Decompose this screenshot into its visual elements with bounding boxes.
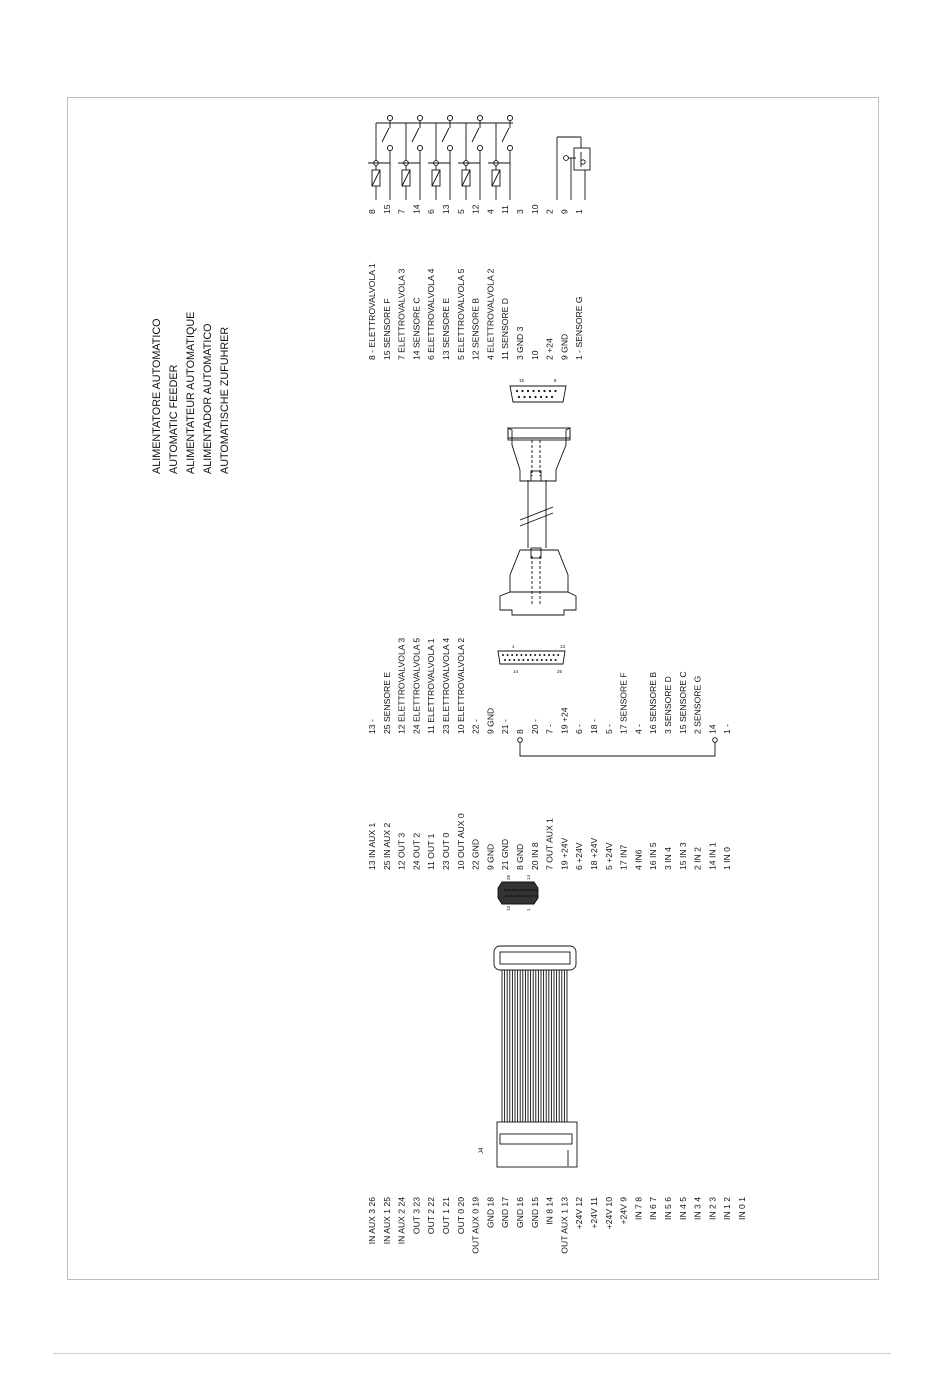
valve-sensor-schematic xyxy=(368,115,590,200)
pin-dot xyxy=(548,654,550,656)
db15-pin-label: 14 SENSORE C xyxy=(411,297,422,360)
db15-pin-label: 9 GND xyxy=(559,333,570,360)
switch-blade xyxy=(412,128,419,142)
board-pin-label: IN 8 14 xyxy=(544,1197,555,1225)
terminal-number: 6 xyxy=(426,209,437,214)
corner-label: 14 xyxy=(526,874,531,880)
db26-pin-label: 2 IN 2 xyxy=(692,847,703,870)
db25-pin-label: 4 - xyxy=(633,723,644,734)
board-pin-label: IN 3 4 xyxy=(692,1197,703,1220)
pin-dot xyxy=(516,895,518,897)
title-line: ALIMENTADOR AUTOMATICO xyxy=(202,323,214,474)
pin-dot xyxy=(525,889,527,891)
db25-pin-label: 12 ELETTROVALVOLA 3 xyxy=(396,637,407,734)
db26-pin-label: 22 GND xyxy=(470,838,481,870)
title-line: AUTOMATIC FEEDER xyxy=(168,364,180,474)
db25-pin-label: 22 - xyxy=(470,719,481,734)
db26-pin-label: 11 OUT 1 xyxy=(426,833,437,870)
pin-dot xyxy=(523,895,525,897)
db25-pin-label: 16 SENSORE B xyxy=(648,671,659,734)
db15-pin-label: 1 - SENSORE G xyxy=(574,296,585,360)
pin-dot xyxy=(529,895,531,897)
terminal-number: 9 xyxy=(559,209,570,214)
pin-dot xyxy=(515,889,517,891)
db26-pin-label: 14 IN 1 xyxy=(707,842,718,870)
pin-dot xyxy=(536,895,538,897)
title-block xyxy=(151,312,231,474)
db26-pin-label: 8 GND xyxy=(515,843,525,870)
pin-dot xyxy=(553,654,555,656)
pin-dot xyxy=(518,396,520,398)
board-pin-label: OUT 3 23 xyxy=(411,1197,422,1235)
pin-dot xyxy=(554,390,556,392)
db26-pin-label: 4 IN6 xyxy=(633,849,644,870)
pin-dot xyxy=(529,396,531,398)
ribbon-cable xyxy=(494,946,577,1167)
pin-dot xyxy=(532,390,534,392)
board-pin-label: IN 2 3 xyxy=(707,1197,718,1220)
db26-pin-label: 21 GND xyxy=(500,838,511,870)
terminal-number: 14 xyxy=(411,204,422,214)
terminal-number: 3 xyxy=(515,209,525,214)
pin-dot xyxy=(521,390,523,392)
pin-dot xyxy=(508,895,510,897)
pin-dot xyxy=(504,659,506,661)
pin-dot xyxy=(521,895,523,897)
board-pin-label: IN AUX 2 24 xyxy=(396,1197,407,1245)
pin-dot xyxy=(530,654,532,656)
db25-pin-label: 19 +24 xyxy=(559,707,570,734)
pin-dot xyxy=(518,659,520,661)
pin-dot xyxy=(507,889,509,891)
db25-pin-label: 9 GND xyxy=(485,707,496,734)
db15-pin-label: 6 ELETTROVALVOLA 4 xyxy=(426,268,437,360)
pin-dot xyxy=(525,654,527,656)
db15-pin-label: 13 SENSORE E xyxy=(441,297,451,360)
board-pin-label: IN AUX 1 25 xyxy=(381,1197,392,1245)
db26-pin-label: 12 OUT 3 xyxy=(396,832,407,870)
db25-pin-label: 13 - xyxy=(367,719,377,734)
board-pin-label: +24V 12 xyxy=(574,1197,585,1230)
board-pin-label: GND 16 xyxy=(515,1197,525,1229)
svg-text:J4: J4 xyxy=(479,1147,485,1154)
pin-dot xyxy=(513,895,515,897)
jumper-wire-8-14 xyxy=(518,738,718,756)
db26-pin-label: 19 +24V xyxy=(559,837,570,870)
pin-dot xyxy=(517,889,519,891)
contact-node xyxy=(507,145,512,150)
pin-dot xyxy=(551,396,553,398)
pin-dot xyxy=(509,889,511,891)
pin-dot xyxy=(539,654,541,656)
pin-dot xyxy=(543,654,545,656)
board-pin-label: +24V 9 xyxy=(618,1197,629,1225)
pin-dot xyxy=(527,659,529,661)
db15-pin-label: 2 +24 xyxy=(544,338,555,360)
ribbon-connector-label xyxy=(479,1147,485,1154)
db25-pin-label: 25 SENSORE E xyxy=(381,671,392,734)
db25-pin-label: 20 - xyxy=(529,719,540,734)
sensor-node xyxy=(564,156,569,161)
db25-pin-label: 1 - xyxy=(722,723,733,734)
db26-pin-label: 1 IN 0 xyxy=(722,847,733,870)
contact-node xyxy=(507,115,512,120)
db26-pin-label: 25 IN AUX 2 xyxy=(381,822,392,870)
pin-dot xyxy=(520,654,522,656)
db25-pin-label: 8 xyxy=(515,729,525,734)
db15-pin-label: 11 SENSORE D xyxy=(500,298,511,360)
title-line: ALIMENTATORE AUTOMATICO xyxy=(151,318,163,474)
corner-label: 8 xyxy=(554,378,557,383)
db15-pin-label: 12 SENSORE B xyxy=(470,297,481,360)
db25-pin-label: 24 ELETTROVALVOLA 5 xyxy=(411,637,422,734)
db15-pin-label: 10 xyxy=(529,350,540,360)
terminal-number: 13 xyxy=(441,204,451,214)
board-pin-label: OUT 0 20 xyxy=(455,1197,466,1235)
pin-dot xyxy=(516,654,518,656)
db25-pin-label: 23 ELETTROVALVOLA 4 xyxy=(441,637,451,734)
pin-dot xyxy=(509,659,511,661)
db25-pin-label: 7 - xyxy=(544,723,555,734)
board-pin-label: +24V 10 xyxy=(603,1197,614,1230)
terminal-number: 15 xyxy=(381,204,392,214)
pin-dot xyxy=(507,654,509,656)
board-pin-label: GND 15 xyxy=(529,1197,540,1229)
db26-pin-label: 18 +24V xyxy=(589,837,599,870)
terminal-number-list xyxy=(367,204,584,214)
terminal-number: 7 xyxy=(396,209,407,214)
pin-dot xyxy=(505,895,507,897)
terminal-number: 10 xyxy=(529,204,540,214)
pin-dot xyxy=(512,889,514,891)
pin-dot xyxy=(531,895,533,897)
switch-blade xyxy=(382,128,389,142)
pin-dot xyxy=(543,390,545,392)
pin-dot xyxy=(532,659,534,661)
db25-pin-list xyxy=(367,638,732,734)
db26-pin-label: 15 IN 3 xyxy=(677,842,688,870)
contact-node xyxy=(417,115,422,120)
pin-dot xyxy=(522,659,524,661)
db26-pin-label: 16 IN 5 xyxy=(648,842,659,870)
db25-pin-label: 10 ELETTROVALVOLA 2 xyxy=(455,637,466,734)
db25-connector-face xyxy=(498,651,565,664)
pin-dot xyxy=(502,654,504,656)
db26-pin-label: 3 IN 4 xyxy=(663,847,673,870)
terminal-number: 11 xyxy=(500,205,511,214)
sensor-body xyxy=(574,148,590,170)
pin-dot xyxy=(555,659,557,661)
pin-dot xyxy=(545,396,547,398)
pin-dot xyxy=(540,396,542,398)
board-pin-label: OUT 2 22 xyxy=(426,1197,437,1235)
title-line: ALIMENTATEUR AUTOMATIQUE xyxy=(185,311,197,474)
pin-dot xyxy=(523,396,525,398)
contact-node xyxy=(447,115,452,120)
pin-dot xyxy=(534,654,536,656)
terminal-number: 2 xyxy=(544,209,555,214)
terminal-number: 8 xyxy=(367,209,377,214)
db25-pin-label: 3 SENSORE D xyxy=(663,676,673,734)
board-pin-label: IN 1 2 xyxy=(722,1197,733,1220)
board-pin-label: IN AUX 3 26 xyxy=(367,1197,377,1245)
pin-dot xyxy=(549,390,551,392)
pin-dot xyxy=(533,889,535,891)
corner-label: 1 xyxy=(512,644,515,649)
db26-pin-label: 24 OUT 2 xyxy=(411,832,422,870)
corner-label: 26 xyxy=(506,874,511,880)
sensor-node xyxy=(581,160,585,164)
db25-pin-label: 18 - xyxy=(589,719,599,734)
pin-dot xyxy=(522,889,524,891)
pin-dot xyxy=(534,895,536,897)
title-line: AUTOMATISCHE ZUFUHRER xyxy=(219,326,231,474)
contact-node xyxy=(417,145,422,150)
db26-pin-label: 6 +24V xyxy=(574,842,585,870)
pin-dot xyxy=(513,659,515,661)
pin-dot xyxy=(536,659,538,661)
pin-dot xyxy=(541,659,543,661)
pin-dot xyxy=(518,895,520,897)
terminal-number: 4 xyxy=(485,209,496,214)
pin-dot xyxy=(545,659,547,661)
db15-pin-label: 3 GND 3 xyxy=(515,326,525,360)
pin-dot xyxy=(535,889,537,891)
board-pin-label: IN 0 1 xyxy=(737,1197,747,1220)
pin-dot xyxy=(504,889,506,891)
pin-dot xyxy=(510,895,512,897)
pin-dot xyxy=(527,390,529,392)
db26-pin-label: 7 OUT AUX 1 xyxy=(544,818,555,870)
db25-pin-label: 2 SENSORE G xyxy=(692,675,703,734)
corner-label: 13 xyxy=(560,644,566,649)
db15-pin-label: 15 SENSORE F xyxy=(381,298,392,360)
switch-blade xyxy=(502,128,509,142)
switch-blade xyxy=(472,128,479,142)
pin-dot xyxy=(520,889,522,891)
board-pin-label: IN 7 8 xyxy=(633,1197,644,1220)
terminal-number: 1 xyxy=(574,209,585,214)
board-pin-label: GND 17 xyxy=(500,1197,511,1229)
contact-node xyxy=(477,115,482,120)
adapter-cable xyxy=(500,428,576,615)
db26-pin-label: 20 IN 8 xyxy=(529,842,540,870)
corner-label: 1 xyxy=(526,908,531,911)
db15-pin-label: 7 ELETTROVALVOLA 3 xyxy=(396,268,407,360)
pin-dot xyxy=(550,659,552,661)
pin-dot xyxy=(534,396,536,398)
pin-dot xyxy=(511,654,513,656)
db15-pin-list xyxy=(367,263,584,360)
corner-label: 13 xyxy=(506,905,511,911)
db26-pin-list xyxy=(367,813,732,870)
pin-dot xyxy=(530,889,532,891)
db25-pin-dots xyxy=(502,654,559,661)
db25-pin-label: 21 - xyxy=(500,719,511,734)
board-pin-label: IN 4 5 xyxy=(677,1197,688,1220)
terminal-number: 5 xyxy=(455,209,466,214)
db26-pin-label: 9 GND xyxy=(485,843,496,870)
db26-pin-label: 5 +24V xyxy=(603,842,614,870)
db15-connector-face xyxy=(510,386,566,402)
board-pin-label: OUT 1 21 xyxy=(441,1197,451,1235)
corner-label: 14 xyxy=(513,669,519,674)
contact-node xyxy=(387,145,392,150)
pin-dot xyxy=(538,390,540,392)
db26-connector xyxy=(498,882,538,904)
board-pin-label: GND 18 xyxy=(485,1197,496,1229)
board-pin-list xyxy=(367,1197,747,1254)
pin-dot xyxy=(516,390,518,392)
db25-pin-label: 6 - xyxy=(574,723,585,734)
db15-pin-label: 8 - ELETTROVALVOLA 1 xyxy=(367,263,377,360)
board-pin-label: IN 5 6 xyxy=(663,1197,673,1220)
db25-pin-label: 15 SENSORE C xyxy=(677,671,688,734)
switch-blade xyxy=(442,128,449,142)
db26-pin-label: 13 IN AUX 1 xyxy=(367,822,377,870)
pin-dot xyxy=(528,889,530,891)
db26-pin-label: 23 OUT 0 xyxy=(441,832,451,870)
board-pin-label: IN 6 7 xyxy=(648,1197,659,1220)
db15-pin-label: 5 ELETTROVALVOLA 5 xyxy=(455,268,466,360)
terminal-number: 12 xyxy=(470,204,481,214)
db25-pin-label: 14 xyxy=(707,724,718,734)
pin-dot xyxy=(526,895,528,897)
board-pin-label: +24V 11 xyxy=(589,1197,599,1229)
contact-node xyxy=(447,145,452,150)
corner-label: 15 xyxy=(519,378,525,383)
pin-dot xyxy=(557,654,559,656)
corner-label: 25 xyxy=(557,669,563,674)
db15-pin-dots xyxy=(516,390,557,398)
contact-node xyxy=(477,145,482,150)
contact-node xyxy=(387,115,392,120)
db15-pin-label: 4 ELETTROVALVOLA 2 xyxy=(485,268,496,360)
db25-pin-label: 11 ELETTROVALVOLA 1 xyxy=(426,638,437,734)
db26-pin-label: 10 OUT AUX 0 xyxy=(455,813,466,870)
db26-pin-label: 17 IN7 xyxy=(618,844,629,870)
board-pin-label: OUT AUX 0 19 xyxy=(470,1197,481,1254)
board-pin-label: OUT AUX 1 13 xyxy=(559,1197,570,1254)
db25-pin-label: 17 SENSORE F xyxy=(618,672,629,734)
ribbon-wires xyxy=(502,970,567,1122)
db25-pin-label: 5 - xyxy=(603,723,614,734)
